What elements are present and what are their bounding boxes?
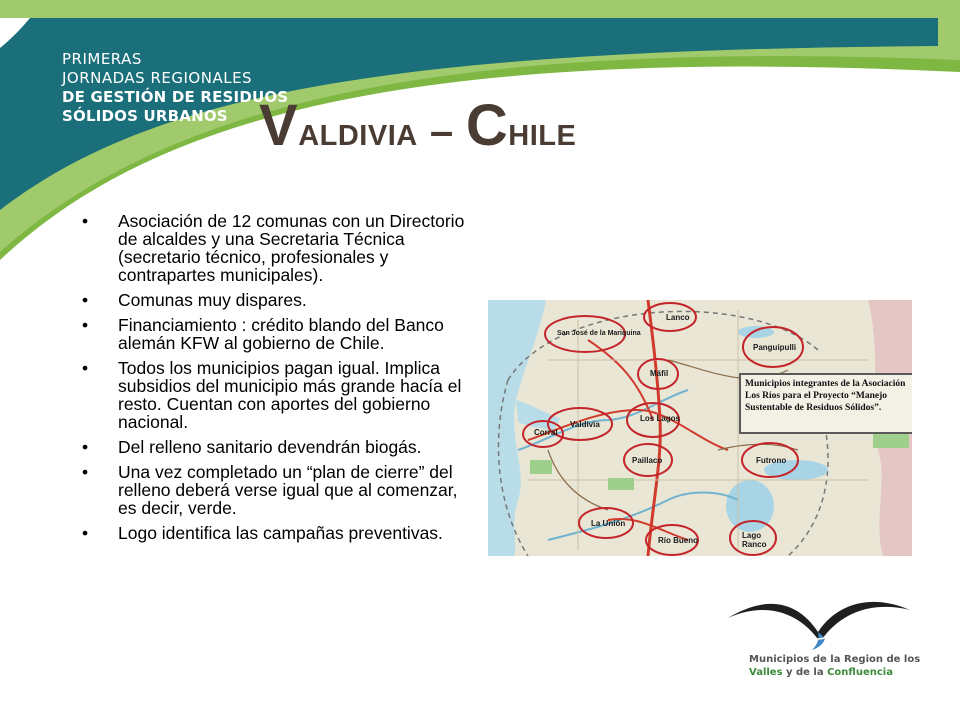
event-title (62, 50, 288, 126)
bullet-item: • Asociación de 12 comunas con un Directorio de alcaldes y una Secretaria Técnica (secretario técnico, profesionales y contrapartes municipales). (82, 211, 465, 285)
logo-valles: Valles (749, 667, 783, 678)
logo-caption (749, 653, 920, 679)
bullet-item: • Todos los municipios pagan igual. Implica subsidios del municipio más grande hacía el resto. Cuentan con aportes del gobierno nacional. (82, 358, 462, 432)
municipios-logo (728, 598, 910, 656)
bullet-item: • Comunas muy dispares. (82, 290, 307, 310)
bullet-item: • Una vez completado un “plan de cierre” del relleno deberá verse igual que al comenzar, es decir, verde. (82, 462, 458, 518)
bullet-item: • Financiamiento : crédito blando del Banco alemán KFW al gobierno de Chile. (82, 315, 444, 353)
event-line-1: PRIMERAS (62, 50, 142, 68)
logo-line-2 (749, 666, 920, 679)
map-label-mafil: Máfil (650, 369, 669, 378)
map-label-paillaco: Paillaco (632, 456, 663, 465)
bullet-item: • Logo identifica las campañas preventivas. (82, 523, 443, 543)
map-label-valdivia: Valdivia (570, 420, 600, 429)
event-line-4: SÓLIDOS URBANOS (62, 107, 228, 125)
slide-title: Valdivia – Chile (259, 93, 577, 158)
map-label-lanco: Lanco (666, 313, 690, 322)
map-label-mariquina: San José de la Mariquina (557, 330, 641, 337)
map-label-la-union: La Unión (591, 519, 626, 528)
bullet-list (82, 212, 468, 549)
bullet-item: • Del relleno sanitario devendrán biogás. (82, 437, 422, 457)
map-label-panguipulli: Panguipulli (753, 343, 797, 352)
map-label-lago-ranco: Lago Ranco (742, 531, 767, 549)
map-label-futrono: Futrono (756, 456, 787, 465)
map-legend-box: Municipios integrantes de la Asociación Los Ríos para el Proyecto “Manejo Sustentable de Residuos Sólidos”. (739, 373, 912, 434)
event-line-3: DE GESTIÓN DE RESIDUOS (62, 88, 289, 106)
logo-line-1: Municipios de la Region de los (749, 654, 921, 665)
map-label-corral: Corral (534, 428, 558, 437)
map-label-rio-bueno: Río Bueno (658, 536, 698, 545)
logo-confluencia: Confluencia (827, 667, 893, 678)
event-line-2: JORNADAS REGIONALES (62, 69, 253, 87)
map-label-los-lagos: Los Lagos (640, 414, 681, 423)
logo-connector: y de la (782, 667, 828, 678)
